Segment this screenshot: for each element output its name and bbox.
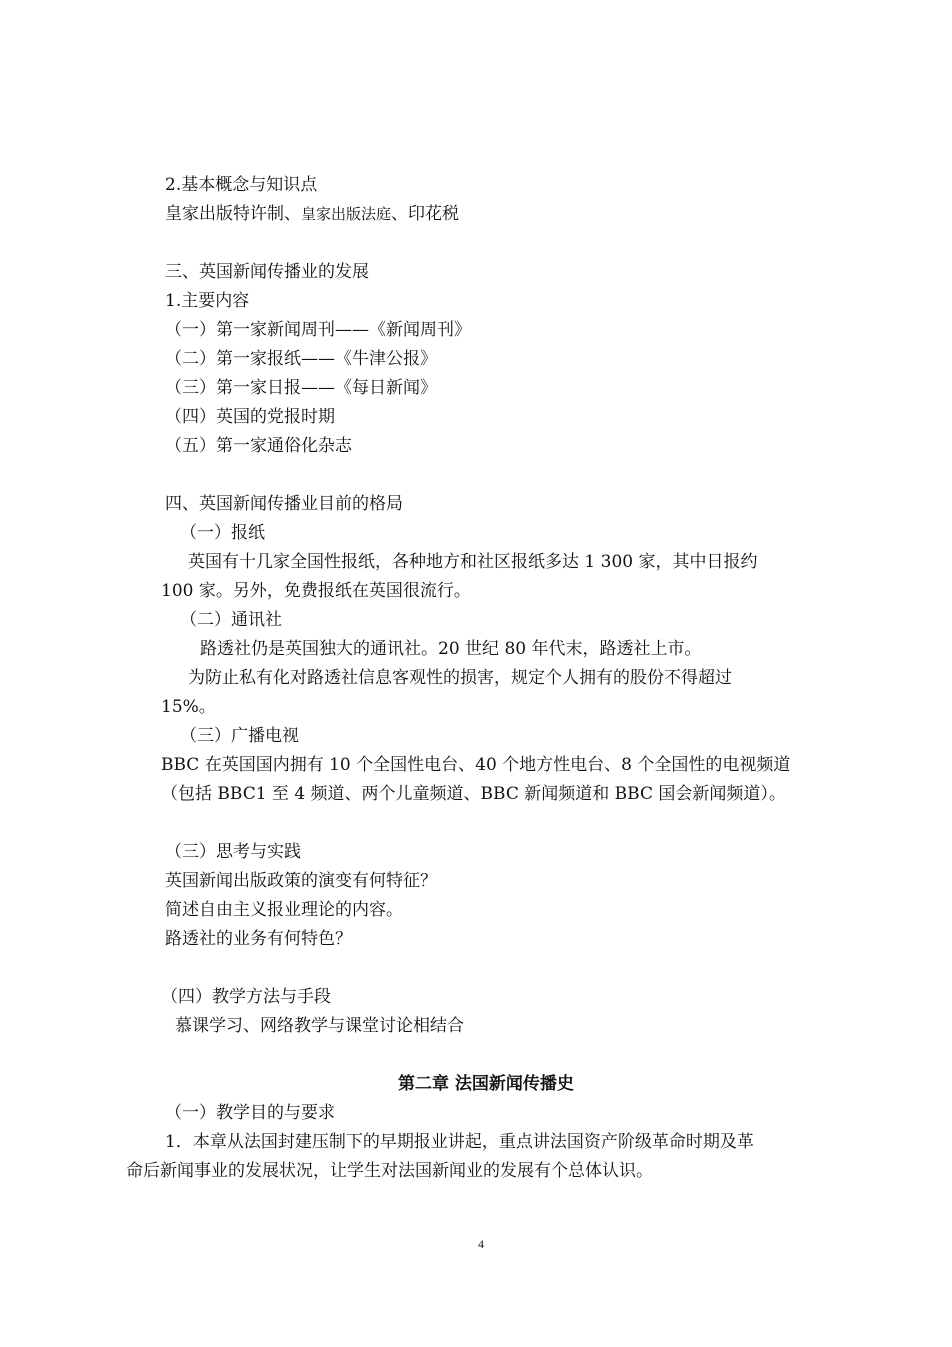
newspapers-heading: （一）报纸 — [180, 523, 265, 543]
main-content-heading: 1.主要内容 — [165, 291, 250, 311]
broadcast-paragraph-line1: BBC 在英国国内拥有 10 个全国性电台、40 个地方性电台、8 个全国性的电视频道 — [161, 755, 791, 775]
think-question-2: 简述自由主义报业理论的内容。 — [165, 900, 403, 920]
list-item: （二）第一家报纸——《牛津公报》 — [165, 349, 437, 369]
page-number: 4 — [478, 1237, 484, 1251]
section-4-heading: 四、英国新闻传播业目前的格局 — [165, 494, 403, 514]
agency-paragraph-1: 路透社仍是英国独大的通讯社。20 世纪 80 年代末，路透社上市。 — [200, 639, 702, 659]
broadcast-paragraph-line2: （包括 BBC1 至 4 频道、两个儿童频道、BBC 新闻频道和 BBC 国会新闻频道）。 — [161, 784, 786, 804]
list-item: （四）英国的党报时期 — [165, 407, 335, 427]
list-item: （五）第一家通俗化杂志 — [165, 436, 352, 456]
agency-paragraph-2-line2: 15%。 — [161, 697, 216, 717]
think-question-1: 英国新闻出版政策的演变有何特征？ — [165, 871, 437, 891]
list-item: （三）第一家日报——《每日新闻》 — [165, 378, 437, 398]
agency-heading: （二）通讯社 — [180, 610, 282, 630]
concepts-text-a: 皇家出版特许制、 — [165, 204, 301, 224]
list-item: （一）第一家新闻周刊——《新闻周刊》 — [165, 320, 471, 340]
method-text: 慕课学习、网络教学与课堂讨论相结合 — [175, 1016, 464, 1036]
goal-paragraph-line2: 命后新闻事业的发展状况，让学生对法国新闻业的发展有个总体认识。 — [126, 1161, 653, 1181]
agency-paragraph-2-line1: 为防止私有化对路透社信息客观性的损害，规定个人拥有的股份不得超过 — [188, 668, 732, 688]
concepts-text — [165, 203, 459, 225]
think-heading: （三）思考与实践 — [165, 842, 301, 862]
chapter-title: 第二章 法国新闻传播史 — [398, 1074, 574, 1094]
newspapers-paragraph-line1: 英国有十几家全国性报纸，各种地方和社区报纸多达 1 300 家，其中日报约 — [188, 552, 758, 572]
section-3-heading: 三、英国新闻传播业的发展 — [165, 262, 369, 282]
concepts-heading: 2.基本概念与知识点 — [165, 175, 318, 195]
method-heading: （四）教学方法与手段 — [161, 987, 331, 1007]
concepts-text-b: 皇家出版法庭 — [301, 205, 392, 223]
goal-paragraph-line1: 1．本章从法国封建压制下的早期报业讲起，重点讲法国资产阶级革命时期及革 — [165, 1132, 754, 1152]
goal-heading: （一）教学目的与要求 — [165, 1103, 335, 1123]
concepts-text-c: 、印花税 — [391, 204, 460, 224]
newspapers-paragraph-line2: 100 家。另外，免费报纸在英国很流行。 — [161, 581, 471, 601]
broadcast-heading: （三）广播电视 — [180, 726, 299, 746]
think-question-3: 路透社的业务有何特色？ — [165, 929, 352, 949]
